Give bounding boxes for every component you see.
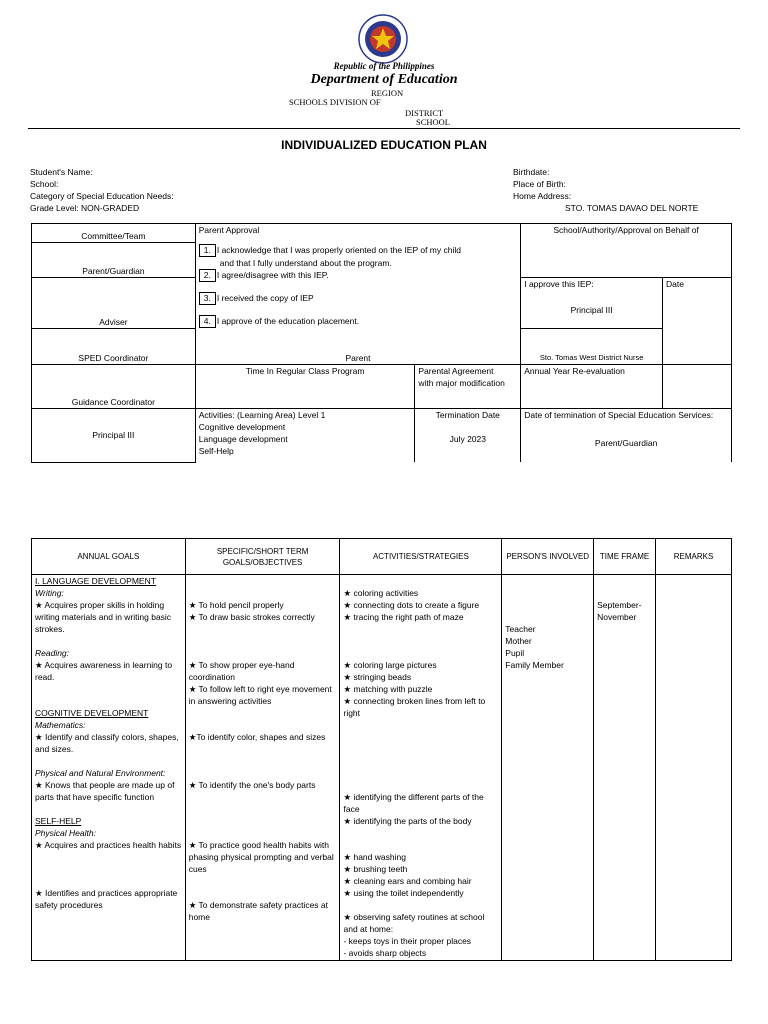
header-activities: ACTIVITIES/STRATEGIES	[340, 539, 502, 575]
safety-act-3: - avoids sharp objects	[343, 948, 427, 958]
header-annual-goals: ANNUAL GOALS	[32, 539, 186, 575]
student-name-label: Student's Name:	[30, 167, 93, 177]
person-family: Family Member	[505, 660, 564, 670]
writing-act-2: ★ connecting dots to create a figure	[343, 600, 480, 610]
writing-act-1: ★ coloring activities	[343, 588, 419, 598]
reading-act-1: ★ coloring large pictures	[343, 660, 437, 670]
parental-agreement-label: Parental Agreement	[418, 365, 494, 376]
birthplace-label: Place of Birth:	[513, 179, 566, 189]
safety-obj: ★ To demonstrate safety practices at home	[188, 900, 328, 922]
annual-goals-column	[32, 575, 186, 961]
annual-review-blank	[663, 364, 732, 408]
reading-goal: ★ Acquires awareness in learning to read.	[35, 660, 173, 682]
health-act-3: ★ cleaning ears and combing hair	[343, 876, 472, 886]
authority-header: School/Authority/Approval on Behalf of	[521, 224, 732, 278]
header-remarks: REMARKS	[656, 539, 732, 575]
district-label: DISTRICT	[405, 108, 444, 118]
safety-goal: ★ Identifies and practices appropriate safety procedures	[35, 888, 178, 910]
region-label: REGION	[371, 88, 404, 98]
phys-heading: Physical and Natural Environment:	[35, 768, 166, 778]
phys-obj: ★ To identify the one's body parts	[188, 780, 316, 790]
reading-act-4: ★ connecting broken lines from left to right	[343, 696, 486, 718]
member-principal: Principal III	[32, 408, 196, 462]
parent-label: Parent	[195, 328, 520, 364]
approval-item-4: 4. I approve of the education placement.	[199, 315, 517, 328]
nurse-label: Sto. Tomas West District Nurse	[521, 328, 663, 364]
committee-header: Committee/Team	[32, 224, 196, 243]
termination-date-label: Termination Date	[435, 409, 500, 420]
home-address-value: STO. TOMAS DAVAO DEL NORTE	[565, 203, 699, 213]
approve-iep-cell	[521, 278, 663, 329]
parent-approval-cell	[195, 224, 520, 329]
reading-obj-1: ★ To show proper eye-hand coordination	[188, 660, 295, 682]
math-obj: ★To identify color, shapes and sizes	[188, 732, 326, 742]
person-mother: Mother	[505, 636, 532, 646]
phys-act-1: ★ identifying the different parts of the face	[343, 792, 484, 814]
termination-services-label: Date of termination of Special Education Services:	[524, 409, 714, 420]
safety-act-1: ★ observing safety routines at school and at home:	[343, 912, 485, 934]
self-help-heading: SELF-HELP	[35, 816, 82, 826]
parental-agreement-mod: with major modification	[418, 377, 505, 388]
activities-title: Activities: (Learning Area) Level 1	[198, 409, 326, 420]
approval-item-2: 2. I agree/disagree with this IEP.	[199, 269, 517, 282]
health-obj: ★ To practice good health habits with phasing physical prompting and verbal cues	[188, 840, 334, 874]
student-info-right	[513, 166, 698, 214]
time-frame-column	[594, 575, 656, 961]
category-label: Category of Special Education Needs:	[30, 191, 174, 201]
header-rule	[28, 128, 740, 129]
remarks-column	[656, 575, 732, 961]
health-act-4: ★ using the toilet independently	[343, 888, 464, 898]
reading-act-3: ★ matching with puzzle	[343, 684, 433, 694]
writing-obj-2: ★ To draw basic strokes correctly	[188, 612, 315, 622]
writing-act-3: ★ tracing the right path of maze	[343, 612, 464, 622]
safety-act-2: - keeps toys in their proper places	[343, 936, 472, 946]
phys-goal: ★ Knows that people are made up of parts that have specific function	[35, 780, 175, 802]
goals-table	[31, 538, 732, 961]
approval-item-1-cont: and that I fully understand about the program.	[219, 258, 392, 268]
writing-heading: Writing:	[35, 588, 64, 598]
time-frame-end: November	[597, 612, 637, 622]
division-label: SCHOOLS DIVISION OF	[289, 97, 381, 107]
department-label: Department of Education	[310, 72, 458, 87]
phys-act-2: ★ identifying the parts of the body	[343, 816, 472, 826]
termination-services-cell	[521, 408, 732, 462]
health-heading: Physical Health:	[35, 828, 96, 838]
republic-label: Republic of the Philippines	[333, 61, 435, 71]
page-title: INDIVIDUALIZED EDUCATION PLAN	[281, 138, 487, 152]
home-address-label: Home Address:	[513, 191, 572, 201]
health-act-2: ★ brushing teeth	[343, 864, 408, 874]
grade-level-label: Grade Level: NON-GRADED	[30, 203, 140, 213]
principal-signature-label: Principal III	[570, 305, 613, 315]
parental-agreement-cell	[415, 364, 521, 408]
student-info-left	[30, 166, 174, 214]
member-adviser: Adviser	[32, 278, 196, 329]
member-parent-guardian: Parent/Guardian	[32, 243, 196, 278]
time-frame-start: September-	[597, 600, 642, 610]
birthdate-label: Birthdate:	[513, 167, 550, 177]
activities-column	[340, 575, 502, 961]
time-regular-class: Time In Regular Class Program	[195, 364, 415, 408]
school-field-label: School:	[30, 179, 59, 189]
header-time-frame: TIME FRAME	[594, 539, 656, 575]
activity-language: Language development	[198, 433, 288, 444]
objectives-column	[185, 575, 340, 961]
member-guidance-coordinator: Guidance Coordinator	[32, 364, 196, 408]
committee-table	[31, 223, 732, 463]
school-label: SCHOOL	[416, 117, 451, 127]
reading-heading: Reading:	[35, 648, 70, 658]
activities-cell	[195, 408, 415, 462]
header-objectives: SPECIFIC/SHORT TERM GOALS/OBJECTIVES	[185, 539, 340, 575]
header-persons: PERSON'S INVOLVED	[502, 539, 594, 575]
writing-goal: ★ Acquires proper skills in holding writing materials and in writing basic strokes.	[35, 600, 172, 634]
approval-item-1: 1. I acknowledge that I was properly oriented on the IEP of my child	[199, 244, 517, 257]
activity-self-help: Self-Help	[198, 445, 234, 456]
health-goal: ★ Acquires and practices health habits	[35, 840, 182, 850]
date-label: Date	[666, 279, 684, 289]
reading-obj-2: ★ To follow left to right eye movement in answering activities	[188, 684, 332, 706]
approve-iep-label: I approve this IEP:	[524, 279, 594, 289]
person-teacher: Teacher	[505, 624, 536, 634]
termination-parent-label: Parent/Guardian	[594, 437, 658, 448]
persons-column	[502, 575, 594, 961]
reading-act-2: ★ stringing beads	[343, 672, 412, 682]
parent-approval-title: Parent Approval	[198, 225, 260, 235]
math-heading: Mathematics:	[35, 720, 86, 730]
health-act-1: ★ hand washing	[343, 852, 406, 862]
termination-date-cell	[415, 408, 521, 462]
writing-obj-1: ★ To hold pencil properly	[188, 600, 284, 610]
lang-dev-heading: I. LANGUAGE DEVELOPMENT	[35, 576, 156, 586]
math-goal: ★ Identify and classify colors, shapes, and sizes.	[35, 732, 179, 754]
termination-date-value: July 2023	[449, 433, 486, 444]
approval-item-3: 3. I received the copy of IEP	[199, 292, 517, 305]
annual-review-label: Annual Year Re-evaluation	[521, 364, 663, 408]
deped-seal-icon	[358, 14, 408, 64]
member-sped-coordinator: SPED Coordinator	[32, 328, 196, 364]
cog-dev-heading: COGNITIVE DEVELOPMENT	[35, 708, 149, 718]
activity-cognitive: Cognitive development	[198, 421, 286, 432]
person-pupil: Pupil	[505, 648, 525, 658]
date-cell	[663, 278, 732, 365]
